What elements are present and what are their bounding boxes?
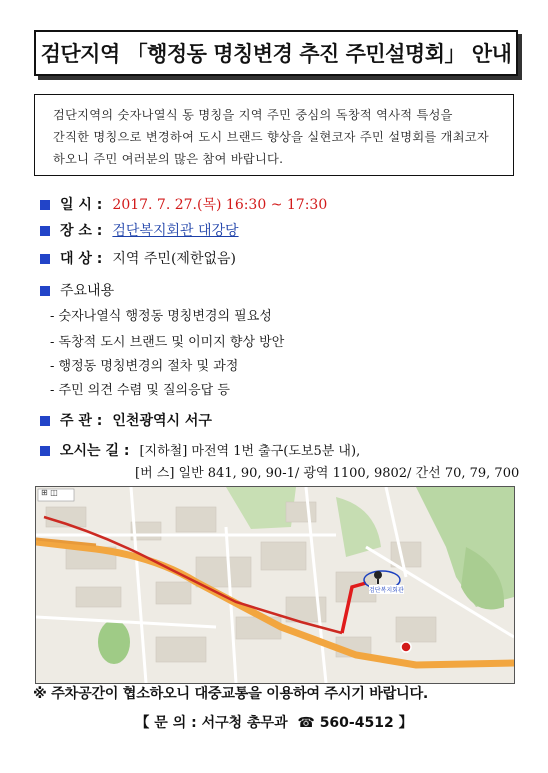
list-item: - 독창적 도시 브랜드 및 이미지 향상 방안 <box>50 335 285 350</box>
place-row <box>40 220 239 240</box>
place-label: 장 소 : <box>60 223 103 239</box>
map-marker-label: 검단복지회관 <box>369 587 404 594</box>
bullet-icon <box>40 446 50 456</box>
target-label: 대 상 : <box>60 251 103 267</box>
intro-box <box>34 94 514 176</box>
date-row <box>40 194 327 214</box>
host-value: 인천광역시 서구 <box>112 413 212 429</box>
contents-label: 주요내용 <box>60 283 115 299</box>
host-label: 주 관 : <box>60 413 103 429</box>
map-toolbar[interactable]: ⊞ ◫ <box>41 488 58 497</box>
intro-line: 하오니 주민 여러분의 많은 참여 바랍니다. <box>53 152 284 166</box>
list-item: - 주민 의견 수렴 및 질의응답 등 <box>50 383 230 398</box>
date-label: 일 시 : <box>60 197 103 213</box>
directions-row <box>40 440 360 460</box>
bullet-icon <box>40 226 50 236</box>
bullet-icon <box>40 200 50 210</box>
list-item: - 행정동 명칭변경의 절차 및 과정 <box>50 359 239 374</box>
list-item: - 숫자나열식 행정동 명칭변경의 필요성 <box>50 309 272 324</box>
intro-line: 간직한 명칭으로 변경하여 도시 브랜드 향상을 실현코자 주민 설명회를 개최코자 <box>53 130 489 144</box>
bullet-icon <box>40 416 50 426</box>
bullet-icon <box>40 286 50 296</box>
directions-label: 오시는 길 : <box>60 443 130 459</box>
contact-phone: 560-4512 <box>319 715 394 731</box>
phone-icon: ☎ <box>297 715 315 731</box>
bullet-icon <box>40 254 50 264</box>
target-row <box>40 248 236 268</box>
title-box <box>34 30 518 76</box>
contact-label: 문 의 : <box>154 715 197 731</box>
target-value: 지역 주민(제한없음) <box>112 251 236 267</box>
intro-line: 검단지역의 숫자나열식 동 명칭을 지역 주민 중심의 독창적 역사적 특성을 <box>53 108 453 122</box>
map-graphic <box>36 487 514 683</box>
place-value[interactable]: 검단복지회관 대강당 <box>112 223 239 239</box>
host-row <box>40 410 212 430</box>
contents-heading-row <box>40 280 114 300</box>
date-value: 2017. 7. 27.(목) 16:30 ~ 17:30 <box>112 197 328 213</box>
directions-bus: [버 스] 일반 841, 90, 90-1/ 광역 1100, 9802/ 간선 70, 79, 700 <box>135 466 520 481</box>
contact-line <box>0 712 548 732</box>
location-map[interactable] <box>35 486 515 684</box>
bracket-open: 【 <box>135 715 150 731</box>
contact-dept: 서구청 총무과 <box>201 715 288 731</box>
parking-notice: ※ 주차공간이 협소하오니 대중교통을 이용하여 주시기 바랍니다. <box>33 686 428 702</box>
bracket-close: 】 <box>398 715 413 731</box>
page-title: 검단지역 「행정동 명칭변경 추진 주민설명회」 안내 <box>40 42 512 66</box>
directions-subway: [지하철] 마전역 1번 출구(도보5분 내), <box>139 444 361 459</box>
